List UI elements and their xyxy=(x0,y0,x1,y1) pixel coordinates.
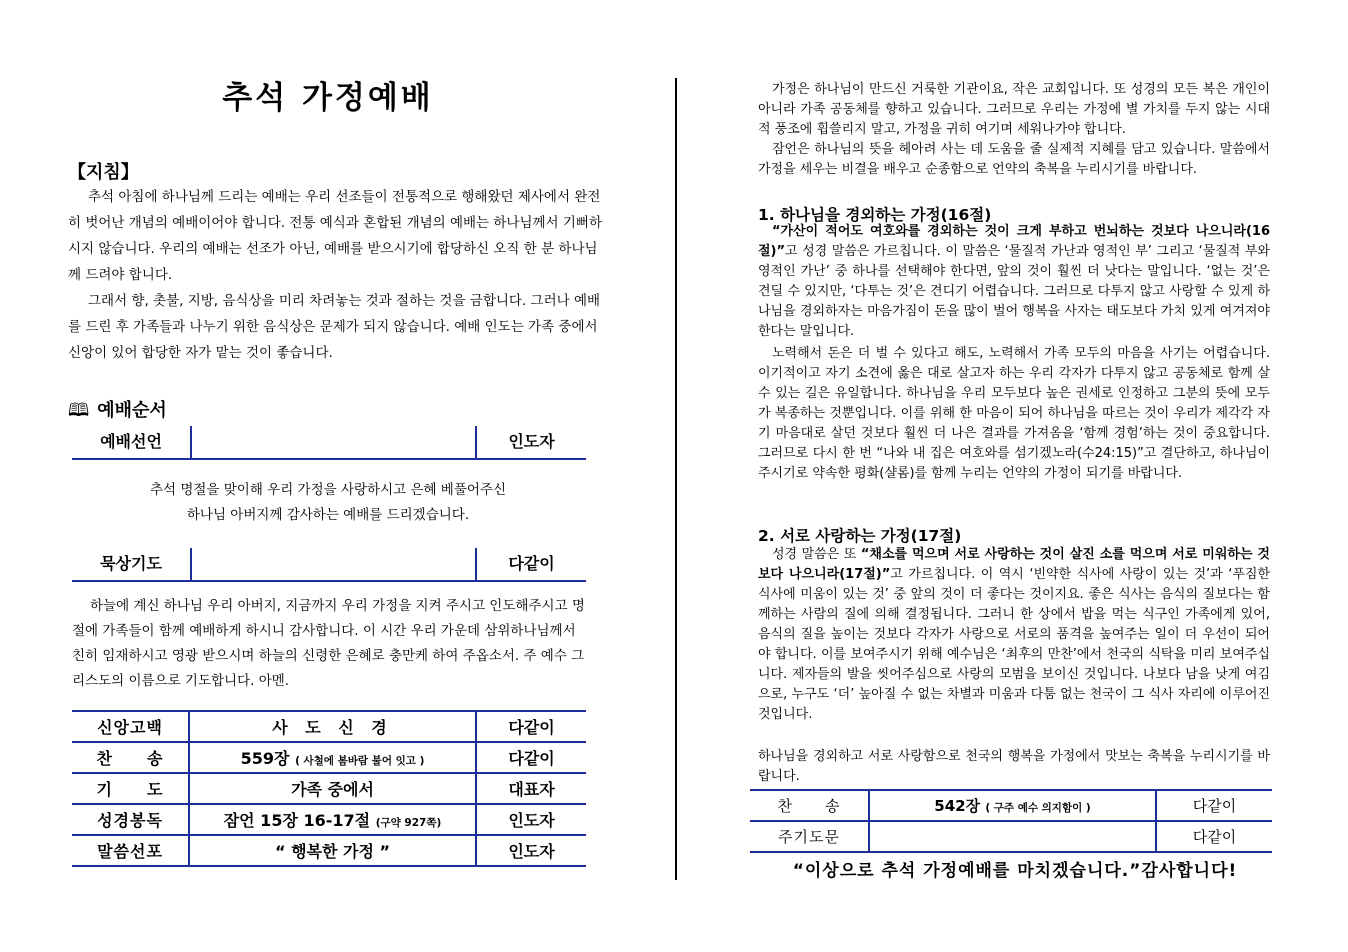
left-page xyxy=(68,0,603,952)
order-who: 인도자 xyxy=(476,804,586,835)
closing-label: 주기도문 xyxy=(750,821,869,852)
order-content: 사 도 신 경 xyxy=(189,711,476,742)
order-row xyxy=(72,835,586,866)
order-table xyxy=(72,710,586,867)
closing-table xyxy=(750,789,1272,853)
declaration-text-1: 추석 명절을 맞이해 우리 가정을 사랑하시고 은혜 베풀어주신 xyxy=(149,482,507,498)
closing-content: 542장 ( 구주 예수 의지함이 ) xyxy=(869,790,1156,821)
section-1-paragraph-2: 노력해서 돈은 더 벌 수 있다고 해도, 노력해서 가족 모두의 마음을 사기는 어렵습니다. 이기적이고 자기 소견에 옳은 대로 살고자 하는 우리 각자가 다투지 않고 공동체로 함께 살 수 있는 길은 유일합니다. 하나님을 우리 모두보다 높은 권세로 인정하고 그분의 뜻에 모두가 복종하는 것뿐입니다. 이를 위해 한 마음이 되어 하나님을 따르는 것이 우리가 제각각 자기 마음대로 살던 것보다 훨씬 더 나은 결과를 가져옴을 ‘함께 경험’하는 것이 중요합니다. 그러므로 다시 한 번 “나와 내 집은 여호와를 섬기겠노라(수24:15)”고 결단하고, 하나님이 주시기로 약속한 평화(샬롬)를 함께 누리는 언약의 가정이 되기를 바랍니다. xyxy=(758,346,1270,481)
order-who: 다같이 xyxy=(476,742,586,773)
silent-prayer-row xyxy=(72,548,586,582)
section-1-heading: 1. 하나님을 경외하는 가정(16절) xyxy=(758,206,992,224)
order-row xyxy=(72,804,586,835)
right-page xyxy=(754,0,1276,952)
order-who: 인도자 xyxy=(476,835,586,866)
declaration-label: 예배선언 xyxy=(100,432,162,451)
closing-label: 찬 송 xyxy=(750,790,869,821)
order-who: 대표자 xyxy=(476,773,586,804)
closing-row xyxy=(750,821,1272,852)
guide-heading: 【지침】 xyxy=(68,162,139,183)
order-heading-text: 예배순서 xyxy=(97,400,167,421)
page-title: 추석 가정예배 xyxy=(222,80,434,116)
section-1-paragraph-1: “가산이 적어도 여호와를 경외하는 것이 크게 부하고 번뇌하는 것보다 나으니라(16절)”고 성경 말씀은 가르칩니다. 이 말씀은 ‘물질적 가난과 영적인 부’ 그리고 ‘물질적 부와 영적인 가난’ 중 하나를 선택해야 한다면, 앞의 것이 훨씬 더 낫다는 말입니다. ‘없는 것’은 견딜 수 있지만, ‘다투는 것’은 견디기 어렵습니다. 그러므로 다투지 않고 사랑할 수 있게 하나님을 경외하자는 마음가짐이 돈을 많이 벌어 행복을 사자는 태도보다 가치 있게 여겨져야 한다는 말입니다. xyxy=(758,224,1270,339)
closing-row xyxy=(750,790,1272,821)
guide-paragraph-2: 그래서 향, 촛불, 지방, 음식상을 미리 차려놓는 것과 절하는 것을 금합니다. 그러나 예배를 드린 후 가족들과 나누기 위한 음식상은 문제가 되지 않습니다. 예배 인도는 가족 중에서 신앙이 있어 합당한 자가 맡는 것이 좋습니다. xyxy=(68,293,601,361)
section-2-heading: 2. 서로 사랑하는 가정(17절) xyxy=(758,527,962,545)
silent-prayer-who: 다같이 xyxy=(508,554,555,573)
order-content: 559장 ( 사철에 봄바람 불어 잇고 ) xyxy=(189,742,476,773)
silent-prayer-label: 묵상기도 xyxy=(100,554,162,573)
order-label: 찬 송 xyxy=(72,742,189,773)
declaration-text-2: 하나님 아버지께 감사하는 예배를 드리겠습니다. xyxy=(186,507,470,523)
section-2-paragraph: 성경 말씀은 또 “채소를 먹으며 서로 사랑하는 것이 살진 소를 먹으며 서로 미워하는 것보다 나으니라(17절)”고 가르칩니다. 이 역시 ‘빈약한 식사에 사랑이 있는 것’과 ‘푸짐한 식사에 미움이 있는 것’ 중 앞의 것이 더 좋다는 것이지요. 좋은 식사는 음식의 질보다는 함께하는 사람의 질에 의해 결정됩니다. 그러니 한 상에서 밥을 먹는 식구인 가족에게 있어, 음식의 질을 높이는 것보다 각자가 사랑으로 서로의 품격을 높여주는 일이 더 우선이 되어야 합니다. 이를 보여주시기 위해 예수님은 ‘최후의 만찬’에서 천국의 식탁을 미리 보여주십니다. 제자들의 발을 씻어주심으로 사랑의 모범을 보이신 것입니다. 나보다 남을 낫게 여김으로, 누구도 ‘더’ 높아질 수 없는 차별과 미움과 다툼 없는 천국이 그 식사 자리에 이루어진 것입니다. xyxy=(758,547,1271,722)
order-label: 신앙고백 xyxy=(72,711,189,742)
closing-content xyxy=(869,821,1156,852)
book-icon: 🕮 xyxy=(68,400,90,421)
order-label: 말씀선포 xyxy=(72,835,189,866)
order-row xyxy=(72,742,586,773)
order-label: 기 도 xyxy=(72,773,189,804)
prayer-text: 하늘에 계신 하나님 우리 아버지, 지금까지 우리 가정을 지켜 주시고 인도해주시고 명절에 가족들이 함께 예배하게 하시니 감사합니다. 이 시간 우리 가운데 삼위하나님께서 친히 임재하시고 영광 받으시며 하늘의 신령한 은혜로 충만케 하여 주옵소서. 주 예수 그리스도의 이름으로 기도합니다. 아멘. xyxy=(72,598,585,689)
order-content: 잠언 15장 16-17절 (구약 927쪽) xyxy=(189,804,476,835)
order-row xyxy=(72,773,586,804)
closing-who: 다같이 xyxy=(1156,790,1272,821)
order-row xyxy=(72,711,586,742)
conclusion-text: 하나님을 경외하고 서로 사랑함으로 천국의 행복을 가정에서 맛보는 축복을 누리시기를 바랍니다. xyxy=(758,749,1270,784)
intro-paragraph-1: 가정은 하나님이 만드신 거룩한 기관이요, 작은 교회입니다. 또 성경의 모든 복은 개인이 아니라 가족 공동체를 향하고 있습니다. 그러므로 우리는 가정에 별 가치를 두지 않는 시대적 풍조에 휩쓸리지 말고, 가정을 귀히 여기며 세워나가야 합니다. xyxy=(758,82,1270,137)
declaration-row xyxy=(72,426,586,460)
order-content: 가족 중에서 xyxy=(189,773,476,804)
closing-remark: “이상으로 추석 가정예배를 마치겠습니다.”감사합니다! xyxy=(792,861,1238,881)
intro-paragraph-2: 잠언은 하나님의 뜻을 헤아려 사는 데 도움을 줄 실제적 지혜를 담고 있습니다. 말씀에서 가정을 세우는 비결을 배우고 순종함으로 언약의 축복을 누리시기를 바랍니다. xyxy=(758,142,1270,177)
guide-paragraph-1: 추석 아침에 하나님께 드리는 예배는 우리 선조들이 전통적으로 행해왔던 제사에서 완전히 벗어난 개념의 예배이어야 합니다. 전통 예식과 혼합된 개념의 예배는 하나님께서 기뻐하시지 않습니다. 우리의 예배는 선조가 아닌, 예배를 받으시기에 합당하신 오직 한 분 하나님께 드려야 합니다. xyxy=(68,189,603,283)
order-content: “ 행복한 가정 ” xyxy=(189,835,476,866)
order-label: 성경봉독 xyxy=(72,804,189,835)
closing-who: 다같이 xyxy=(1156,821,1272,852)
order-heading xyxy=(68,396,167,428)
declaration-leader: 인도자 xyxy=(508,432,555,451)
order-who: 다같이 xyxy=(476,711,586,742)
page-divider xyxy=(675,78,677,880)
